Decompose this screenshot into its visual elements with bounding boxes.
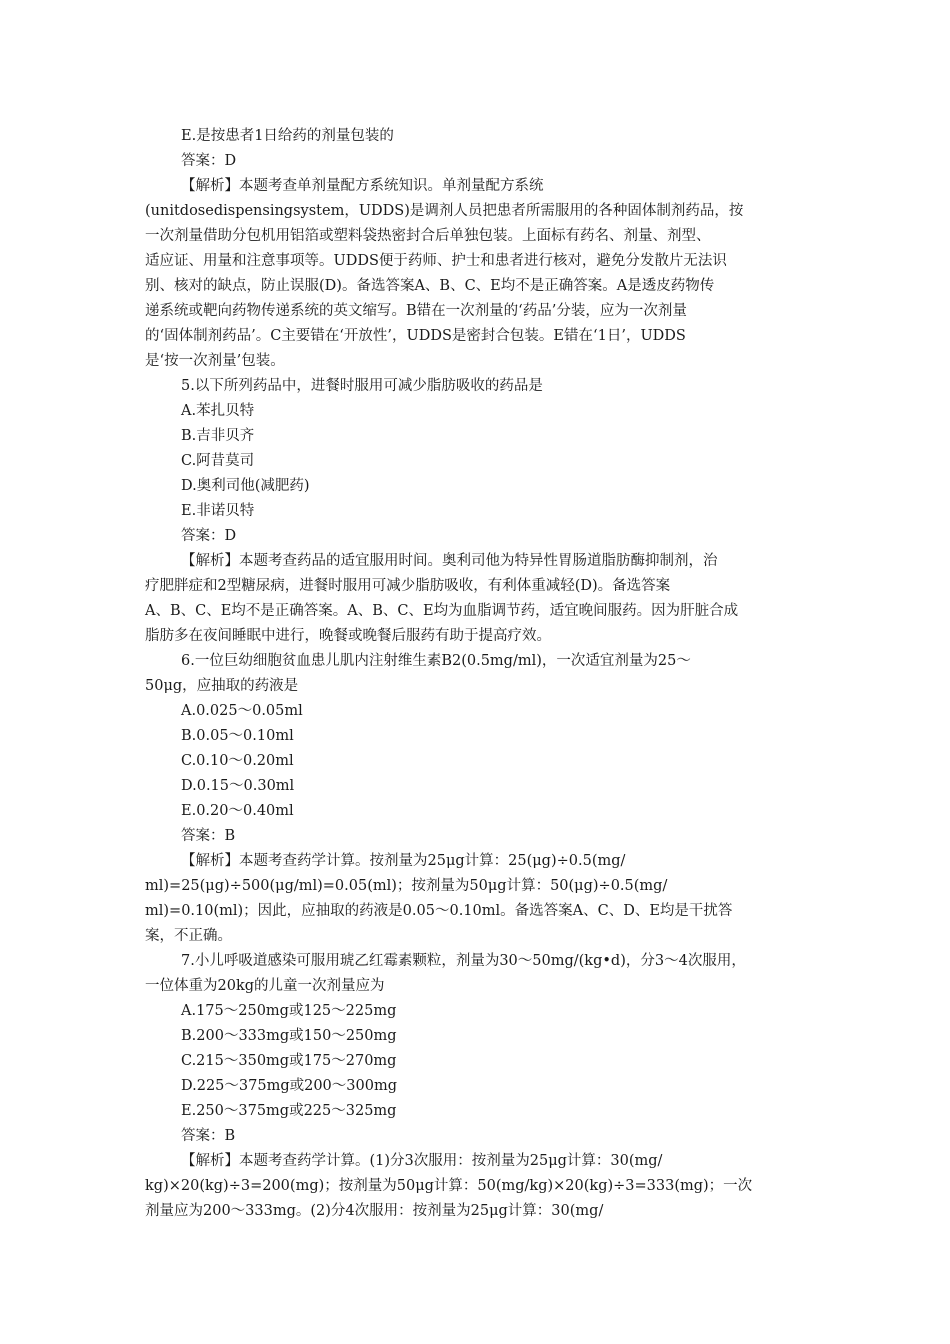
text-line: A.0.025～0.05ml (181, 703, 303, 719)
text-line: D.0.15～0.30ml (181, 778, 295, 794)
text-line: 疗肥胖症和2型糖尿病，进餐时服用可减少脂肪吸收，有利体重减轻(D)。备选答案 (145, 578, 671, 594)
text-line: 【解析】本题考查药学计算。按剂量为25μg计算：25(μg)÷0.5(mg/ (181, 853, 626, 869)
text-line: C.0.10～0.20ml (181, 753, 294, 769)
text-line: 别、核对的缺点，防止误服(D)。备选答案A、B、C、E均不是正确答案。A是透皮药物传 (145, 278, 715, 294)
text-line: 5.以下所列药品中，进餐时服用可减少脂肪吸收的药品是 (181, 378, 543, 394)
text-line: 50μg，应抽取的药液是 (145, 678, 299, 694)
text-line: 适应证、用量和注意事项等。UDDS便于药师、护士和患者进行核对，避免分发散片无法识 (145, 253, 727, 269)
text-line: A.175～250mg或125～225mg (181, 1003, 397, 1019)
text-line: 递系统或靶向药物传递系统的英文缩写。B错在一次剂量的‘药品’分装，应为一次剂量 (145, 303, 687, 319)
text-line: 6.一位巨幼细胞贫血患儿肌内注射维生素B2(0.5mg/ml)，一次适宜剂量为25～ (181, 653, 691, 669)
text-line: B.0.05～0.10ml (181, 728, 294, 744)
text-line: 答案：D (181, 528, 237, 544)
text-line: 一位体重为20kg的儿童一次剂量应为 (145, 978, 385, 994)
text-line: A.苯扎贝特 (181, 403, 255, 419)
text-line: A、B、C、E均不是正确答案。A、B、C、E均为血脂调节药，适宜晚间服药。因为肝脏合成 (145, 603, 739, 619)
text-line: 的‘固体制剂药品’。C主要错在‘开放性’，UDDS是密封合包装。E错在‘1日’，UDDS (145, 328, 686, 344)
text-line: B.200～333mg或150～250mg (181, 1028, 397, 1044)
text-line: 【解析】本题考查药品的适宜服用时间。奥利司他为特异性胃肠道脂肪酶抑制剂，治 (181, 553, 718, 569)
text-line: kg)×20(kg)÷3=200(mg)；按剂量为50μg计算：50(mg/kg)×20(kg)÷3=333(mg)；一次 (145, 1178, 753, 1194)
text-line: B.吉非贝齐 (181, 428, 255, 444)
text-line: 案，不正确。 (145, 928, 232, 944)
document-body (145, 124, 810, 1224)
text-line: C.215～350mg或175～270mg (181, 1053, 397, 1069)
text-line: E.非诺贝特 (181, 503, 255, 519)
text-line: 一次剂量借助分包机用铝箔或塑料袋热密封合后单独包装。上面标有药名、剂量、剂型、 (145, 228, 711, 244)
text-line: D.225～375mg或200～300mg (181, 1078, 397, 1094)
text-line: 剂量应为200～333mg。(2)分4次服用：按剂量为25μg计算：30(mg/ (145, 1203, 604, 1219)
text-line: D.奥利司他(减肥药) (181, 478, 310, 494)
text-line: C.阿昔莫司 (181, 453, 255, 469)
text-line: (unitdosedispensingsystem，UDDS)是调剂人员把患者所需服用的各种固体制剂药品，按 (145, 203, 744, 219)
text-line: 答案：B (181, 1128, 236, 1144)
text-line: ml)=25(μg)÷500(μg/ml)=0.05(ml)；按剂量为50μg计算：50(μg)÷0.5(mg/ (145, 878, 668, 894)
text-line: 是‘按一次剂量’包装。 (145, 353, 285, 369)
text-line: E.是按患者1日给药的剂量包装的 (181, 128, 394, 144)
text-line: ml)=0.10(ml)；因此，应抽取的药液是0.05～0.10ml。备选答案A、C、D、E均是干扰答 (145, 903, 733, 919)
text-line: 答案：D (181, 153, 237, 169)
text-line: 脂肪多在夜间睡眠中进行，晚餐或晚餐后服药有助于提高疗效。 (145, 628, 551, 644)
text-line: 7.小儿呼吸道感染可服用琥乙红霉素颗粒，剂量为30～50mg/(kg•d)，分3～4次服用， (181, 953, 746, 969)
text-line: E.250～375mg或225～325mg (181, 1103, 397, 1119)
text-line: 【解析】本题考查药学计算。(1)分3次服用：按剂量为25μg计算：30(mg/ (181, 1153, 663, 1169)
text-line: 【解析】本题考查单剂量配方系统知识。单剂量配方系统 (181, 178, 544, 194)
text-line: E.0.20～0.40ml (181, 803, 294, 819)
text-line: 答案：B (181, 828, 236, 844)
